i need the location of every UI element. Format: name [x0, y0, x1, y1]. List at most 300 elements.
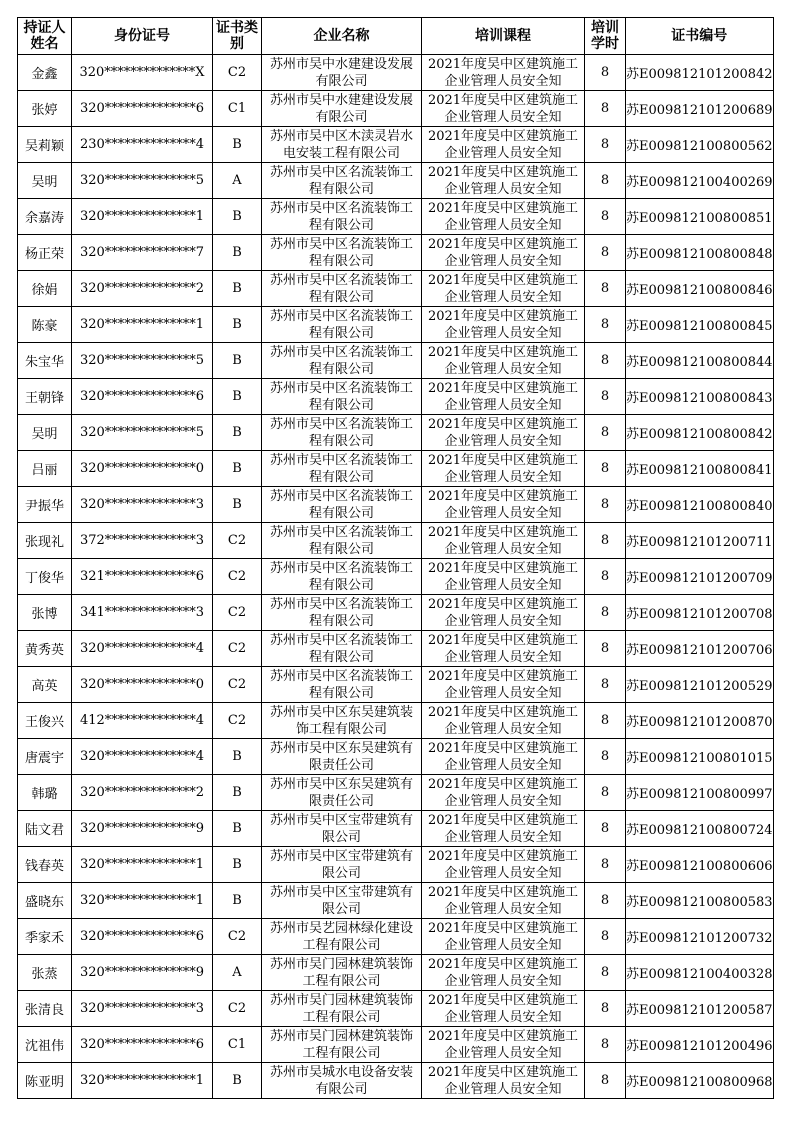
header-row	[18, 18, 774, 55]
course-cell	[422, 235, 585, 271]
holder-name-cell: 高英	[18, 667, 72, 703]
cert-type-cell: C2	[213, 523, 262, 559]
id-number-cell: 372**************3	[72, 523, 213, 559]
id-number-cell: 341**************3	[72, 595, 213, 631]
id-number-cell: 320**************3	[72, 991, 213, 1027]
course-name: 2021年度吴中区建筑施工企业管理人员安全知	[427, 704, 579, 737]
table-row	[18, 523, 774, 559]
course-cell	[422, 1063, 585, 1099]
company-cell	[262, 307, 422, 343]
company-cell	[262, 55, 422, 91]
course-name: 2021年度吴中区建筑施工企业管理人员安全知	[427, 272, 579, 305]
course-name: 2021年度吴中区建筑施工企业管理人员安全知	[427, 668, 579, 701]
course-cell	[422, 739, 585, 775]
holder-name-cell: 张现礼	[18, 523, 72, 559]
company-name: 苏州市吴中水建建设发展有限公司	[269, 92, 413, 125]
cert-number-cell: 苏E009812100800846	[626, 271, 774, 307]
training-hours-cell: 8	[585, 1063, 626, 1099]
id-number-cell: 320**************9	[72, 955, 213, 991]
cert-type-cell: C2	[213, 595, 262, 631]
cert-type-cell: B	[213, 883, 262, 919]
cert-number-cell: 苏E009812101200711	[626, 523, 774, 559]
company-name: 苏州市吴门园林建筑装饰工程有限公司	[269, 956, 413, 989]
holder-name-cell: 杨正荣	[18, 235, 72, 271]
training-hours-cell: 8	[585, 991, 626, 1027]
holder-name-cell: 黄秀英	[18, 631, 72, 667]
company-name: 苏州市吴中区名流装饰工程有限公司	[269, 236, 413, 269]
course-name: 2021年度吴中区建筑施工企业管理人员安全知	[427, 452, 579, 485]
header-name: 持证人姓名	[18, 18, 72, 55]
holder-name-cell: 沈祖伟	[18, 1027, 72, 1063]
table-row	[18, 451, 774, 487]
id-number-cell: 320**************3	[72, 487, 213, 523]
course-name: 2021年度吴中区建筑施工企业管理人员安全知	[427, 92, 579, 125]
id-number-cell: 230**************4	[72, 127, 213, 163]
company-cell	[262, 343, 422, 379]
course-name: 2021年度吴中区建筑施工企业管理人员安全知	[427, 380, 579, 413]
company-name: 苏州市吴中水建建设发展有限公司	[269, 56, 413, 89]
id-number-cell: 320**************1	[72, 199, 213, 235]
id-number-cell: 320**************6	[72, 379, 213, 415]
training-hours-cell: 8	[585, 307, 626, 343]
training-hours-cell: 8	[585, 271, 626, 307]
course-cell	[422, 883, 585, 919]
company-name: 苏州市吴中区名流装饰工程有限公司	[269, 200, 413, 233]
holder-name-cell: 陆文君	[18, 811, 72, 847]
id-number-cell: 320**************7	[72, 235, 213, 271]
id-number-cell: 412**************4	[72, 703, 213, 739]
company-name: 苏州市吴中区东吴建筑有限责任公司	[269, 740, 413, 773]
training-hours-cell: 8	[585, 487, 626, 523]
holder-name-cell: 吴明	[18, 415, 72, 451]
course-cell	[422, 847, 585, 883]
cert-type-cell: C1	[213, 91, 262, 127]
course-name: 2021年度吴中区建筑施工企业管理人员安全知	[427, 524, 579, 557]
cert-type-cell: A	[213, 163, 262, 199]
holder-name-cell: 张婷	[18, 91, 72, 127]
header-type: 证书类别	[213, 18, 262, 55]
holder-name-cell: 唐震宇	[18, 739, 72, 775]
cert-type-cell: B	[213, 451, 262, 487]
training-hours-cell: 8	[585, 955, 626, 991]
cert-number-cell: 苏E009812101200709	[626, 559, 774, 595]
company-name: 苏州市吴中区名流装饰工程有限公司	[269, 416, 413, 449]
id-number-cell: 320**************9	[72, 811, 213, 847]
company-cell	[262, 883, 422, 919]
id-number-cell: 320**************6	[72, 91, 213, 127]
training-hours-cell: 8	[585, 703, 626, 739]
company-name: 苏州市吴中区名流装饰工程有限公司	[269, 524, 413, 557]
course-name: 2021年度吴中区建筑施工企业管理人员安全知	[427, 200, 579, 233]
holder-name-cell: 陈豪	[18, 307, 72, 343]
company-cell	[262, 127, 422, 163]
id-number-cell: 320**************2	[72, 271, 213, 307]
cert-number-cell: 苏E009812101200732	[626, 919, 774, 955]
table-row	[18, 415, 774, 451]
course-cell	[422, 775, 585, 811]
company-cell	[262, 523, 422, 559]
training-hours-cell: 8	[585, 883, 626, 919]
training-hours-cell: 8	[585, 415, 626, 451]
cert-number-cell: 苏E009812101200689	[626, 91, 774, 127]
cert-number-cell: 苏E009812100800844	[626, 343, 774, 379]
course-cell	[422, 955, 585, 991]
company-name: 苏州市吴艺园林绿化建设工程有限公司	[269, 920, 413, 953]
holder-name-cell: 徐娟	[18, 271, 72, 307]
course-cell	[422, 703, 585, 739]
company-cell	[262, 199, 422, 235]
company-cell	[262, 1063, 422, 1099]
holder-name-cell: 张博	[18, 595, 72, 631]
company-name: 苏州市吴中区名流装饰工程有限公司	[269, 488, 413, 521]
table-row	[18, 271, 774, 307]
course-cell	[422, 919, 585, 955]
table-row	[18, 595, 774, 631]
table-row	[18, 1027, 774, 1063]
company-cell	[262, 235, 422, 271]
training-hours-cell: 8	[585, 667, 626, 703]
header-cert: 证书编号	[626, 18, 774, 55]
id-number-cell: 320**************5	[72, 343, 213, 379]
course-name: 2021年度吴中区建筑施工企业管理人员安全知	[427, 848, 579, 881]
table-body	[18, 55, 774, 1099]
header-hours: 培训学时	[585, 18, 626, 55]
course-name: 2021年度吴中区建筑施工企业管理人员安全知	[427, 740, 579, 773]
cert-type-cell: B	[213, 307, 262, 343]
course-cell	[422, 451, 585, 487]
holder-name-cell: 盛晓东	[18, 883, 72, 919]
id-number-cell: 320**************1	[72, 1063, 213, 1099]
cert-number-cell: 苏E009812101200496	[626, 1027, 774, 1063]
cert-type-cell: B	[213, 775, 262, 811]
training-hours-cell: 8	[585, 1027, 626, 1063]
course-name: 2021年度吴中区建筑施工企业管理人员安全知	[427, 164, 579, 197]
company-cell	[262, 991, 422, 1027]
cert-type-cell: B	[213, 811, 262, 847]
cert-number-cell: 苏E009812100800842	[626, 415, 774, 451]
id-number-cell: 320**************5	[72, 415, 213, 451]
training-hours-cell: 8	[585, 775, 626, 811]
training-hours-cell: 8	[585, 595, 626, 631]
course-name: 2021年度吴中区建筑施工企业管理人员安全知	[427, 488, 579, 521]
training-hours-cell: 8	[585, 559, 626, 595]
cert-type-cell: C2	[213, 703, 262, 739]
cert-type-cell: B	[213, 235, 262, 271]
course-name: 2021年度吴中区建筑施工企业管理人员安全知	[427, 632, 579, 665]
company-name: 苏州市吴门园林建筑装饰工程有限公司	[269, 1028, 413, 1061]
training-hours-cell: 8	[585, 163, 626, 199]
company-name: 苏州市吴中区名流装饰工程有限公司	[269, 596, 413, 629]
id-number-cell: 320**************4	[72, 739, 213, 775]
id-number-cell: 320**************1	[72, 883, 213, 919]
holder-name-cell: 吴莉颖	[18, 127, 72, 163]
holder-name-cell: 吴明	[18, 163, 72, 199]
training-hours-cell: 8	[585, 811, 626, 847]
company-name: 苏州市吴中区宝带建筑有限公司	[269, 884, 413, 917]
course-cell	[422, 595, 585, 631]
company-name: 苏州市吴中区宝带建筑有限公司	[269, 848, 413, 881]
course-cell	[422, 271, 585, 307]
company-name: 苏州市吴中区宝带建筑有限公司	[269, 812, 413, 845]
cert-number-cell: 苏E009812100800606	[626, 847, 774, 883]
holder-name-cell: 王朝锋	[18, 379, 72, 415]
cert-type-cell: B	[213, 271, 262, 307]
id-number-cell: 321**************6	[72, 559, 213, 595]
training-hours-cell: 8	[585, 739, 626, 775]
training-hours-cell: 8	[585, 235, 626, 271]
company-name: 苏州市吴中区名流装饰工程有限公司	[269, 308, 413, 341]
cert-number-cell: 苏E009812100800848	[626, 235, 774, 271]
course-cell	[422, 307, 585, 343]
company-name: 苏州市吴中区名流装饰工程有限公司	[269, 344, 413, 377]
company-cell	[262, 1027, 422, 1063]
company-cell	[262, 955, 422, 991]
training-hours-cell: 8	[585, 343, 626, 379]
cert-number-cell: 苏E009812100800724	[626, 811, 774, 847]
company-name: 苏州市吴中区名流装饰工程有限公司	[269, 380, 413, 413]
cert-type-cell: C2	[213, 559, 262, 595]
holder-name-cell: 王俊兴	[18, 703, 72, 739]
company-cell	[262, 631, 422, 667]
company-cell	[262, 667, 422, 703]
table-row	[18, 1063, 774, 1099]
cert-number-cell: 苏E009812100800851	[626, 199, 774, 235]
company-cell	[262, 271, 422, 307]
header-course: 培训课程	[422, 18, 585, 55]
cert-number-cell: 苏E009812101200587	[626, 991, 774, 1027]
holder-name-cell: 钱春英	[18, 847, 72, 883]
cert-number-cell: 苏E009812100800583	[626, 883, 774, 919]
id-number-cell: 320**************6	[72, 919, 213, 955]
company-name: 苏州市吴中区名流装饰工程有限公司	[269, 668, 413, 701]
training-hours-cell: 8	[585, 127, 626, 163]
cert-type-cell: C2	[213, 667, 262, 703]
cert-type-cell: B	[213, 487, 262, 523]
course-name: 2021年度吴中区建筑施工企业管理人员安全知	[427, 560, 579, 593]
cert-number-cell: 苏E009812101200529	[626, 667, 774, 703]
course-cell	[422, 91, 585, 127]
course-name: 2021年度吴中区建筑施工企业管理人员安全知	[427, 344, 579, 377]
table-row	[18, 883, 774, 919]
holder-name-cell: 张蒸	[18, 955, 72, 991]
cert-type-cell: B	[213, 343, 262, 379]
company-name: 苏州市吴中区东吴建筑有限责任公司	[269, 776, 413, 809]
training-hours-cell: 8	[585, 523, 626, 559]
id-number-cell: 320**************0	[72, 451, 213, 487]
course-cell	[422, 487, 585, 523]
course-cell	[422, 811, 585, 847]
id-number-cell: 320**************5	[72, 163, 213, 199]
course-name: 2021年度吴中区建筑施工企业管理人员安全知	[427, 992, 579, 1025]
company-name: 苏州市吴中区名流装饰工程有限公司	[269, 632, 413, 665]
course-cell	[422, 631, 585, 667]
table-row	[18, 739, 774, 775]
company-cell	[262, 379, 422, 415]
cert-number-cell: 苏E009812100400328	[626, 955, 774, 991]
company-cell	[262, 595, 422, 631]
cert-type-cell: B	[213, 127, 262, 163]
company-cell	[262, 739, 422, 775]
company-cell	[262, 703, 422, 739]
certificate-table	[17, 17, 774, 1099]
cert-type-cell: C2	[213, 991, 262, 1027]
id-number-cell: 320**************0	[72, 667, 213, 703]
course-cell	[422, 127, 585, 163]
table-row	[18, 307, 774, 343]
company-cell	[262, 775, 422, 811]
cert-number-cell: 苏E009812100800968	[626, 1063, 774, 1099]
table-row	[18, 703, 774, 739]
header-id: 身份证号	[72, 18, 213, 55]
course-name: 2021年度吴中区建筑施工企业管理人员安全知	[427, 596, 579, 629]
course-cell	[422, 199, 585, 235]
holder-name-cell: 季家禾	[18, 919, 72, 955]
course-cell	[422, 991, 585, 1027]
cert-type-cell: B	[213, 415, 262, 451]
cert-type-cell: B	[213, 739, 262, 775]
id-number-cell: 320**************X	[72, 55, 213, 91]
training-hours-cell: 8	[585, 451, 626, 487]
table-row	[18, 559, 774, 595]
company-cell	[262, 919, 422, 955]
cert-type-cell: B	[213, 379, 262, 415]
table-row	[18, 919, 774, 955]
company-cell	[262, 487, 422, 523]
company-name: 苏州市吴中区名流装饰工程有限公司	[269, 452, 413, 485]
company-cell	[262, 91, 422, 127]
holder-name-cell: 陈亚明	[18, 1063, 72, 1099]
course-name: 2021年度吴中区建筑施工企业管理人员安全知	[427, 416, 579, 449]
holder-name-cell: 金鑫	[18, 55, 72, 91]
training-hours-cell: 8	[585, 379, 626, 415]
holder-name-cell: 吕丽	[18, 451, 72, 487]
cert-number-cell: 苏E009812100800562	[626, 127, 774, 163]
company-name: 苏州市吴城水电设备安装有限公司	[269, 1064, 413, 1097]
header-company: 企业名称	[262, 18, 422, 55]
cert-type-cell: C2	[213, 631, 262, 667]
holder-name-cell: 尹振华	[18, 487, 72, 523]
company-name: 苏州市吴中区东吴建筑装饰工程有限公司	[269, 704, 413, 737]
training-hours-cell: 8	[585, 919, 626, 955]
company-name: 苏州市吴中区名流装饰工程有限公司	[269, 560, 413, 593]
table-row	[18, 163, 774, 199]
cert-number-cell: 苏E009812101200870	[626, 703, 774, 739]
table-row	[18, 235, 774, 271]
holder-name-cell: 朱宝华	[18, 343, 72, 379]
company-name: 苏州市吴中区名流装饰工程有限公司	[269, 272, 413, 305]
cert-number-cell: 苏E009812101200706	[626, 631, 774, 667]
course-cell	[422, 667, 585, 703]
table-row	[18, 955, 774, 991]
course-name: 2021年度吴中区建筑施工企业管理人员安全知	[427, 884, 579, 917]
id-number-cell: 320**************2	[72, 775, 213, 811]
cert-number-cell: 苏E009812100400269	[626, 163, 774, 199]
course-cell	[422, 523, 585, 559]
table-row	[18, 775, 774, 811]
training-hours-cell: 8	[585, 847, 626, 883]
holder-name-cell: 韩璐	[18, 775, 72, 811]
company-cell	[262, 163, 422, 199]
course-name: 2021年度吴中区建筑施工企业管理人员安全知	[427, 128, 579, 161]
holder-name-cell: 丁俊华	[18, 559, 72, 595]
cert-type-cell: B	[213, 199, 262, 235]
holder-name-cell: 余嘉涛	[18, 199, 72, 235]
course-cell	[422, 163, 585, 199]
course-cell	[422, 379, 585, 415]
course-cell	[422, 559, 585, 595]
holder-name-cell: 张清良	[18, 991, 72, 1027]
cert-type-cell: C1	[213, 1027, 262, 1063]
cert-type-cell: B	[213, 847, 262, 883]
id-number-cell: 320**************4	[72, 631, 213, 667]
cert-number-cell: 苏E009812100800845	[626, 307, 774, 343]
company-cell	[262, 451, 422, 487]
course-name: 2021年度吴中区建筑施工企业管理人员安全知	[427, 1028, 579, 1061]
cert-type-cell: C2	[213, 919, 262, 955]
table-row	[18, 343, 774, 379]
company-cell	[262, 811, 422, 847]
cert-number-cell: 苏E009812100800841	[626, 451, 774, 487]
cert-number-cell: 苏E009812100800840	[626, 487, 774, 523]
course-name: 2021年度吴中区建筑施工企业管理人员安全知	[427, 812, 579, 845]
company-name: 苏州市吴门园林建筑装饰工程有限公司	[269, 992, 413, 1025]
training-hours-cell: 8	[585, 55, 626, 91]
course-name: 2021年度吴中区建筑施工企业管理人员安全知	[427, 776, 579, 809]
table-row	[18, 91, 774, 127]
cert-number-cell: 苏E009812101200708	[626, 595, 774, 631]
course-name: 2021年度吴中区建筑施工企业管理人员安全知	[427, 236, 579, 269]
table-row	[18, 631, 774, 667]
company-cell	[262, 415, 422, 451]
table-row	[18, 127, 774, 163]
company-name: 苏州市吴中区木渎灵岩水电安装工程有限公司	[269, 128, 413, 161]
course-cell	[422, 1027, 585, 1063]
id-number-cell: 320**************1	[72, 847, 213, 883]
cert-type-cell: A	[213, 955, 262, 991]
course-cell	[422, 415, 585, 451]
company-name: 苏州市吴中区名流装饰工程有限公司	[269, 164, 413, 197]
id-number-cell: 320**************6	[72, 1027, 213, 1063]
cert-number-cell: 苏E009812100801015	[626, 739, 774, 775]
cert-number-cell: 苏E009812100800997	[626, 775, 774, 811]
company-cell	[262, 847, 422, 883]
course-name: 2021年度吴中区建筑施工企业管理人员安全知	[427, 920, 579, 953]
course-cell	[422, 55, 585, 91]
cert-type-cell: B	[213, 1063, 262, 1099]
table-row	[18, 487, 774, 523]
cert-type-cell: C2	[213, 55, 262, 91]
course-name: 2021年度吴中区建筑施工企业管理人员安全知	[427, 56, 579, 89]
cert-number-cell: 苏E009812101200842	[626, 55, 774, 91]
training-hours-cell: 8	[585, 91, 626, 127]
training-hours-cell: 8	[585, 631, 626, 667]
training-hours-cell: 8	[585, 199, 626, 235]
course-name: 2021年度吴中区建筑施工企业管理人员安全知	[427, 1064, 579, 1097]
table-row	[18, 811, 774, 847]
table-row	[18, 991, 774, 1027]
table-row	[18, 379, 774, 415]
course-name: 2021年度吴中区建筑施工企业管理人员安全知	[427, 308, 579, 341]
table-row	[18, 667, 774, 703]
id-number-cell: 320**************1	[72, 307, 213, 343]
company-cell	[262, 559, 422, 595]
table-row	[18, 847, 774, 883]
course-cell	[422, 343, 585, 379]
cert-number-cell: 苏E009812100800843	[626, 379, 774, 415]
table-row	[18, 55, 774, 91]
course-name: 2021年度吴中区建筑施工企业管理人员安全知	[427, 956, 579, 989]
table-row	[18, 199, 774, 235]
